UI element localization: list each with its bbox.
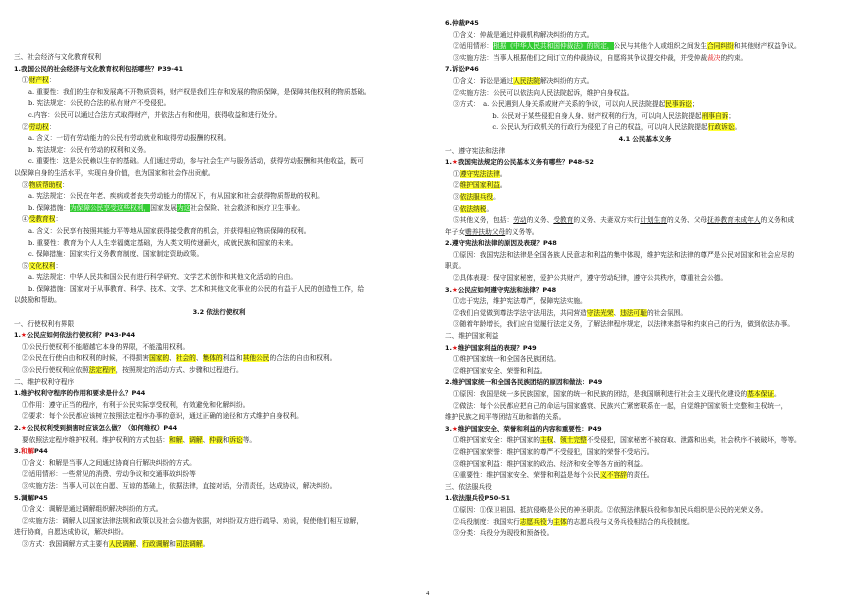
text-segment: 6.仲裁P45 bbox=[445, 19, 479, 27]
text-line bbox=[445, 192, 845, 204]
text-segment: 、 bbox=[202, 435, 210, 444]
highlighted-term: 劳动权 bbox=[28, 122, 49, 131]
text-segment: ② bbox=[22, 122, 29, 131]
text-segment: ② bbox=[453, 181, 460, 190]
text-segment: 1. bbox=[445, 343, 452, 352]
highlighted-term: 抚养教育未成年人 bbox=[707, 216, 761, 225]
text-segment: 、 bbox=[195, 354, 203, 363]
text-line bbox=[14, 411, 424, 423]
text-segment: b. 重要性：教育为个人人生幸福奠定基础，为人类文明传递薪火，成就民族和国家的未来。 bbox=[28, 238, 298, 247]
text-line bbox=[445, 76, 845, 88]
text-segment: ①含义：和解是当事人之间通过协商自行解决纠纷的方式。 bbox=[22, 458, 196, 467]
text-line bbox=[14, 238, 424, 250]
text-line bbox=[14, 122, 424, 134]
text-segment: 1.依法服兵役P50-51 bbox=[445, 494, 511, 503]
question-heading bbox=[445, 493, 845, 505]
text-segment: 7.诉讼P46 bbox=[445, 65, 479, 74]
text-segment: 的责任。 bbox=[626, 471, 654, 480]
text-segment: 2.遵守宪法和法律的原因及表现？P48 bbox=[445, 239, 557, 248]
text-segment: 的合法的自由和权利。 bbox=[269, 354, 337, 363]
text-segment: ③方式：我国调解方式主要有 bbox=[22, 539, 109, 548]
highlighted-term: 为保障公民享受这些权利， bbox=[69, 203, 151, 212]
text-segment: ②具体表现：保守国家秘密，爱护公共财产，遵守劳动纪律，遵守公共秩序，尊重社会公德。 bbox=[453, 274, 728, 283]
section-title bbox=[14, 307, 424, 319]
text-line bbox=[445, 296, 845, 308]
text-segment: ： bbox=[62, 180, 69, 189]
star-mark: ★ bbox=[452, 285, 458, 294]
text-segment: ③ bbox=[453, 192, 460, 201]
text-line bbox=[445, 261, 845, 273]
highlighted-term: 根据《中华人民共和国仲裁法》的规定， bbox=[493, 42, 614, 51]
text-segment: ②实施方法：公民可以依法向人民法院起诉，维护自身权益。 bbox=[453, 88, 634, 97]
text-segment: 1. bbox=[445, 158, 452, 167]
text-segment: 为 bbox=[546, 517, 554, 526]
text-segment: 维护国家安全、荣誉和利益的内容和重要性：P49 bbox=[457, 424, 602, 433]
text-line bbox=[14, 469, 424, 481]
highlighted-term: 基本保证 bbox=[747, 390, 774, 398]
text-segment: 1.我国公民的社会经济与文化教育权利包括哪些？P39-41 bbox=[14, 64, 184, 73]
highlighted-term: 国家的 bbox=[149, 354, 170, 363]
text-segment: 、 bbox=[553, 436, 560, 445]
text-segment: ⑤ bbox=[22, 261, 29, 270]
text-line bbox=[445, 41, 845, 53]
highlighted-term: 志愿兵役 bbox=[519, 517, 547, 526]
section-title bbox=[445, 134, 845, 146]
text-segment: ①含义：仲裁是通过仲裁机构解决纠纷的方式。 bbox=[453, 30, 594, 39]
text-segment: ① bbox=[22, 76, 29, 85]
text-line bbox=[445, 99, 845, 111]
text-segment: 和 bbox=[222, 435, 230, 444]
highlighted-term: 仲裁 bbox=[209, 435, 223, 444]
text-line bbox=[445, 273, 845, 285]
text-segment: c. 公民认为行政机关的行政行为侵犯了自己的权益，可以向人民法院提起 bbox=[459, 123, 708, 132]
text-line bbox=[445, 53, 845, 65]
highlighted-term: 调解 bbox=[189, 435, 203, 444]
text-line bbox=[14, 191, 424, 203]
text-segment: ： bbox=[48, 76, 56, 85]
text-line bbox=[14, 365, 424, 377]
text-line bbox=[445, 435, 845, 447]
text-segment: 解决纠纷的方式。 bbox=[539, 76, 594, 85]
question-heading bbox=[445, 18, 845, 30]
highlighted-term: 行政调解 bbox=[142, 539, 170, 548]
text-line bbox=[445, 319, 845, 331]
text-line bbox=[445, 111, 845, 123]
text-line bbox=[445, 505, 845, 517]
highlighted-term: 领土完整 bbox=[560, 436, 587, 445]
text-line bbox=[445, 470, 845, 482]
text-segment: ②实施方法：调解人以国家法律法规和政策以及社会公德为依据，对纠纷双方进行疏导、劝说，促使他们相互谅解， bbox=[22, 516, 364, 525]
text-segment: 不受侵犯，国家秘密不被窃取、泄露和出卖，社会秩序不被破坏，等等。 bbox=[586, 436, 801, 445]
text-segment: ②要求：每个公民都应该树立按照法定程序办事的意识，通过正确的途径和方式维护自身权利。 bbox=[22, 412, 303, 421]
text-segment: 我国宪法规定的公民基本义务有哪些？P48-52 bbox=[457, 158, 594, 167]
highlighted-term: 其他公民 bbox=[242, 354, 270, 363]
text-segment: 的社会氛围。 bbox=[646, 308, 688, 317]
highlighted-term: 文化权利 bbox=[28, 261, 56, 270]
text-line bbox=[14, 272, 424, 284]
text-segment: 公民应如何遵守宪法和法律？P48 bbox=[457, 285, 557, 294]
text-segment: c. 保障措施：国家实行义务教育制度、国家制定资助政策。 bbox=[28, 250, 204, 259]
text-segment: a. 含义：公民享有按照其能力平等地从国家获得接受教育的机会，并获得相应物质保障的权利。 bbox=[28, 226, 311, 235]
text-line bbox=[445, 308, 845, 320]
highlighted-term: 社会的 bbox=[175, 354, 196, 363]
text-line bbox=[14, 504, 424, 516]
text-segment: 等。 bbox=[242, 435, 257, 444]
text-segment: 。 bbox=[499, 169, 507, 178]
text-line bbox=[14, 156, 424, 168]
text-segment: ③维护国家利益：维护国家的政治、经济和安全等各方面的利益。 bbox=[453, 459, 647, 468]
highlighted-term: 财产权 bbox=[28, 76, 49, 85]
text-line bbox=[445, 88, 845, 100]
text-segment: ①原因：①保卫祖国、抵抗侵略是公民的神圣职责。②依照法律服兵役和参加民兵组织是公民的光荣义务。 bbox=[453, 505, 768, 514]
star-mark: ★ bbox=[452, 158, 458, 167]
text-segment: 的约束。 bbox=[720, 53, 748, 62]
question-heading bbox=[445, 64, 845, 76]
question-heading bbox=[445, 285, 845, 297]
text-segment: 进行协商，自愿达成协议，解决纠纷。 bbox=[14, 528, 128, 537]
text-segment: 的义务和成 bbox=[760, 216, 795, 225]
text-segment: c.内容：公民可以通过合法方式取得财产，并依法占有和使用，获得收益和进行处分。 bbox=[28, 110, 282, 119]
highlighted-term: 裁决 bbox=[707, 53, 721, 62]
text-line bbox=[445, 30, 845, 42]
question-heading bbox=[14, 64, 424, 76]
text-segment: 。 bbox=[774, 390, 781, 398]
text-line bbox=[445, 180, 845, 192]
text-segment: 、 bbox=[169, 354, 176, 363]
text-segment: ④重要性：维护国家安全、荣誉和利益是每个公民 bbox=[453, 471, 601, 480]
question-heading bbox=[14, 493, 424, 505]
text-segment: 和 bbox=[169, 539, 176, 548]
text-segment: 。 bbox=[734, 123, 742, 132]
text-segment: 以保障自身的生活水平，实现自身价值，也为国家和社会作出贡献。 bbox=[14, 168, 215, 177]
text-line bbox=[445, 459, 845, 471]
text-segment: ，按照规定的活动方式、步骤和过程进行。 bbox=[115, 366, 243, 375]
text-segment: 公民应如何依法行使权利？P43-P44 bbox=[26, 331, 136, 340]
question-heading bbox=[14, 388, 424, 400]
text-segment: 公民权利受到损害时应该怎么做？（如何维权）P44 bbox=[26, 424, 178, 432]
text-segment: ： bbox=[55, 261, 63, 270]
text-line bbox=[445, 169, 845, 181]
text-line bbox=[14, 110, 424, 122]
highlighted-term: 行政诉讼 bbox=[707, 123, 735, 132]
text-line bbox=[445, 401, 845, 413]
text-line bbox=[14, 168, 424, 180]
text-segment: ③分类：兵役分为现役和预备役。 bbox=[453, 529, 554, 538]
text-segment: ②兵役制度：我国实行 bbox=[453, 517, 520, 526]
text-segment: 一、遵守宪法和法律 bbox=[445, 146, 506, 155]
text-line bbox=[14, 342, 424, 354]
question-heading bbox=[14, 446, 424, 458]
highlighted-term: 司法调解 bbox=[175, 539, 203, 548]
text-segment: 。 bbox=[499, 181, 507, 190]
text-segment: ： bbox=[55, 215, 63, 224]
text-segment: ①维护国家安全：维护国家的 bbox=[453, 436, 540, 445]
text-segment: 2.维护国家统一和全国各民族团结的原因和做法：P49 bbox=[445, 378, 603, 387]
star-mark: ★ bbox=[452, 343, 458, 352]
text-segment: 要依照法定程序维护权利。维护权利的方式包括： bbox=[22, 435, 170, 444]
highlighted-term: 法定程序 bbox=[88, 366, 116, 375]
text-line bbox=[14, 284, 424, 296]
highlighted-term: 依法纳税 bbox=[459, 204, 487, 213]
highlighted-term: 和解 bbox=[21, 447, 34, 456]
star-mark: ★ bbox=[21, 424, 27, 432]
text-segment: ①公民行使权利不能超越它本身的界限，不能滥用权利。 bbox=[22, 342, 190, 351]
highlighted-term: 守法光荣 bbox=[586, 308, 614, 317]
text-segment: ③实施方法：当事人根据他们之间订立的仲裁协议，自愿将其争议提交仲裁，并受仲裁 bbox=[453, 53, 708, 62]
highlighted-term: 为这 bbox=[176, 203, 191, 212]
text-segment: 和其他财产权益争议。 bbox=[733, 42, 801, 51]
text-line bbox=[445, 366, 845, 378]
text-segment: ②公民在行使自由和权利的时候，不得损害 bbox=[22, 354, 150, 363]
text-segment: ①作用：遵守正当的程序，有利于公民实际享受权利，有效避免和化解纠纷。 bbox=[22, 400, 250, 409]
text-segment: ②适用情形：一些常见的消费、劳动争议和交通事故纠纷等 bbox=[22, 470, 196, 479]
highlighted-term: 人民法院 bbox=[513, 76, 540, 85]
text-segment: 、 bbox=[135, 539, 143, 548]
text-line bbox=[445, 354, 845, 366]
text-line bbox=[14, 180, 424, 192]
highlighted-term: 合同纠纷 bbox=[707, 42, 734, 51]
question-heading bbox=[14, 330, 424, 342]
highlighted-term: 诉讼 bbox=[229, 435, 243, 444]
text-segment: 的义务、夫妻双方实行 bbox=[573, 216, 641, 225]
text-segment: b. 保障措施： bbox=[28, 203, 70, 212]
text-segment: ③实施方法：当事人可以在自愿、互谅的基础上，依据法律，直接对话，分清责任，达成协议，解决纠纷。 bbox=[22, 481, 337, 490]
text-segment: a. 宪法规定：中华人民共和国公民有进行科学研究、文学艺术创作和其他文化活动的自由。 bbox=[28, 273, 298, 282]
text-segment: ③公民行使权利应依照 bbox=[22, 366, 89, 375]
text-segment: ； bbox=[691, 100, 699, 109]
text-line bbox=[14, 98, 424, 110]
text-line bbox=[14, 539, 424, 551]
text-segment: 的义务、父母 bbox=[667, 216, 708, 225]
text-segment: ③方式： a. 公民遇到人身关系或财产关系的争议，可以向人民法院提起 bbox=[453, 100, 666, 109]
text-segment: ①含义：调解是通过调解组织解决纠纷的方式。 bbox=[22, 505, 163, 514]
text-line bbox=[445, 482, 845, 494]
right-column bbox=[445, 0, 845, 540]
text-segment: 年子女 bbox=[445, 227, 466, 236]
text-segment: 1. bbox=[14, 331, 21, 340]
text-segment: ②维护国家安全、荣誉和利益。 bbox=[453, 366, 547, 375]
question-heading bbox=[445, 157, 845, 169]
text-segment: 。 bbox=[493, 192, 500, 201]
text-segment: 2. bbox=[14, 424, 21, 432]
text-segment: b. 宪法规定：公民有劳动的权利和义务。 bbox=[28, 145, 151, 154]
text-line bbox=[14, 203, 424, 215]
question-heading bbox=[445, 343, 845, 355]
text-segment: 的义务等。 bbox=[505, 227, 539, 236]
text-segment: ②我们自觉做到尊法学法守法用法，共同营造 bbox=[453, 308, 587, 317]
text-line bbox=[445, 517, 845, 529]
text-segment: 三、依法服兵役 bbox=[445, 482, 492, 491]
highlighted-term: 主体 bbox=[553, 517, 567, 526]
text-segment: 利益和 bbox=[222, 354, 243, 363]
highlighted-term: 遵守宪法法律 bbox=[459, 169, 500, 178]
text-segment: 1.维护权利守程序的作用和要求是什么？P44 bbox=[14, 389, 146, 398]
text-line bbox=[445, 389, 845, 401]
text-segment: 3. bbox=[14, 447, 21, 456]
highlighted-term: 义不容辞 bbox=[600, 471, 627, 480]
text-line bbox=[445, 227, 845, 239]
question-heading bbox=[445, 424, 845, 436]
text-line bbox=[445, 146, 845, 158]
text-segment: b. 保障措施：国家对于从事教育、科学、技术、文学、艺术和其他文化事业的公民的有益于人民的创造性工作，给 bbox=[28, 284, 365, 293]
text-segment: 公民与其他个人或组织之间发生 bbox=[613, 42, 708, 51]
text-line bbox=[14, 516, 424, 528]
page-number: 4 bbox=[426, 590, 430, 597]
text-line bbox=[445, 122, 845, 134]
text-line bbox=[445, 447, 845, 459]
text-line bbox=[445, 412, 845, 424]
text-segment: 国家发展 bbox=[150, 203, 177, 212]
text-line bbox=[445, 250, 845, 262]
text-segment: ②维护国家荣誉：维护国家的尊严不受侵犯，国家的荣誉不受玷污。 bbox=[453, 447, 654, 456]
highlighted-term: 民事诉讼 bbox=[665, 100, 692, 109]
highlighted-term: 劳动 bbox=[513, 216, 527, 225]
text-segment: ③ bbox=[22, 180, 29, 189]
text-line bbox=[14, 435, 424, 447]
text-line bbox=[14, 319, 424, 331]
highlighted-term: 依法服兵役 bbox=[459, 192, 494, 201]
text-segment: a. 宪法规定：公民在年老、疾病或者丧失劳动能力的情况下，有从国家和社会获得物质帮助的权利。 bbox=[28, 192, 324, 201]
text-segment: ① bbox=[453, 169, 460, 178]
text-segment: 二、维护国家利益 bbox=[445, 332, 499, 341]
text-line bbox=[14, 226, 424, 238]
text-segment: ： bbox=[48, 122, 56, 131]
text-segment: ①原因：我国宪法和法律是全国各族人民意志和利益的集中体现，维护宪法和法律的尊严是公民对国家和社会应尽的 bbox=[453, 250, 795, 259]
text-segment: ④ bbox=[22, 215, 29, 224]
text-line bbox=[445, 204, 845, 216]
text-segment: 4.1 公民基本义务 bbox=[618, 134, 672, 143]
text-line bbox=[14, 145, 424, 157]
text-segment: ①维护国家统一和全国各民族团结。 bbox=[453, 355, 560, 364]
text-line bbox=[445, 215, 845, 227]
text-segment: 、 bbox=[182, 435, 190, 444]
star-mark: ★ bbox=[21, 331, 27, 340]
highlighted-term: 和解 bbox=[169, 435, 183, 444]
text-segment: 的志愿兵役与义务兵役相结合的兵役制度。 bbox=[566, 517, 694, 526]
text-segment: 的义务、 bbox=[526, 216, 554, 225]
text-segment: a. 重要性：我们的生存和发展离不开物质资料，财产权是我们生存和发展的物质保障，是保障其他权利的物质基础。 bbox=[28, 87, 371, 96]
text-segment: 维护民族之间平等团结互助和谐的关系。 bbox=[445, 413, 566, 422]
text-line bbox=[14, 377, 424, 389]
text-segment: 。 bbox=[202, 539, 210, 548]
text-segment: ①原因：我国是统一多民族国家，国家的统一和民族的团结，是我国顺利进行社会主义现代化建设的 bbox=[453, 390, 748, 398]
text-line bbox=[445, 528, 845, 540]
text-segment: a. 含义：一切有劳动能力的公民有劳动就业和取得劳动报酬的权利。 bbox=[28, 134, 231, 143]
text-line bbox=[14, 87, 424, 99]
text-segment: 职责。 bbox=[445, 262, 466, 271]
text-segment: ①含义：诉讼是通过 bbox=[453, 76, 514, 85]
text-segment: ③随着年龄增长，我们应自觉履行法定义务，了解法律程序规定，以法律来指导和约束自己的行为，做到依法办事。 bbox=[453, 320, 795, 329]
highlighted-term: 刑事自诉 bbox=[701, 111, 729, 120]
text-segment: 一、行使权利有界限 bbox=[14, 319, 75, 328]
text-segment: ； bbox=[728, 111, 736, 120]
text-segment: 3. bbox=[445, 285, 452, 294]
text-segment: ②做法：每个公民都应把自己的命运与国家盛衰、民族兴亡紧密联系在一起，自觉维护国家领土完整和主权统一， bbox=[453, 401, 788, 410]
text-segment: c. 重要性：这是公民赖以生存的基础。人们通过劳动，参与社会生产与服务活动，获得劳动报酬和其他收益，既可 bbox=[28, 157, 364, 166]
text-line bbox=[14, 295, 424, 307]
text-line bbox=[14, 133, 424, 145]
highlighted-term: 物质帮助权 bbox=[28, 180, 63, 189]
text-line bbox=[14, 52, 424, 64]
text-segment: 二、维护权利守程序 bbox=[14, 377, 75, 386]
highlighted-term: 人民调解 bbox=[108, 539, 136, 548]
text-segment: b. 宪法规定：公民的合法的私有财产不受侵犯。 bbox=[28, 99, 171, 108]
highlighted-term: 计划生育 bbox=[640, 216, 667, 225]
text-segment: P44 bbox=[34, 447, 48, 456]
highlighted-term: 受教育权 bbox=[28, 215, 56, 224]
highlighted-term: 集体的 bbox=[202, 354, 223, 363]
text-segment: ①忠于宪法，维护宪法尊严，保障宪法实施。 bbox=[453, 297, 587, 306]
text-segment: ②适用情形： bbox=[453, 42, 494, 51]
text-segment: 3.2 依法行使权利 bbox=[192, 308, 246, 317]
text-line bbox=[14, 75, 424, 87]
text-segment: 。 bbox=[486, 204, 494, 213]
text-segment: 3. bbox=[445, 424, 452, 433]
text-line bbox=[14, 481, 424, 493]
text-line bbox=[14, 527, 424, 539]
text-segment: 维护国家利益的表现？P49 bbox=[457, 343, 537, 352]
text-line bbox=[14, 458, 424, 470]
text-segment: b. 公民对于某些侵犯自身人身、财产权利的行为，可以向人民法院提起 bbox=[459, 111, 702, 120]
text-line bbox=[14, 261, 424, 273]
highlighted-term: 主权 bbox=[539, 436, 554, 445]
text-segment: 以鼓励和帮助。 bbox=[14, 296, 61, 305]
text-segment: 、 bbox=[613, 308, 621, 317]
text-line bbox=[445, 331, 845, 343]
text-segment: ⑤其他义务，包括： bbox=[453, 216, 514, 225]
star-mark: ★ bbox=[452, 424, 458, 433]
highlighted-term: 受教育 bbox=[553, 216, 574, 225]
question-heading bbox=[14, 423, 424, 435]
text-line bbox=[14, 353, 424, 365]
text-line bbox=[14, 214, 424, 226]
highlighted-term: 违法可耻 bbox=[620, 308, 647, 317]
text-segment: 社会保险、社会救济和医疗卫生事业。 bbox=[190, 203, 305, 212]
left-column bbox=[14, 0, 424, 551]
question-heading bbox=[445, 238, 845, 250]
question-heading bbox=[445, 377, 845, 389]
text-segment: 三、社会经济与文化教育权利 bbox=[14, 53, 101, 61]
text-line bbox=[14, 249, 424, 261]
text-line bbox=[14, 400, 424, 412]
text-segment: 5.调解P45 bbox=[14, 493, 48, 502]
text-segment: ④ bbox=[453, 204, 460, 213]
highlighted-term: 维护国家利益 bbox=[459, 181, 500, 190]
highlighted-term: 赡养扶助父母 bbox=[465, 227, 506, 236]
